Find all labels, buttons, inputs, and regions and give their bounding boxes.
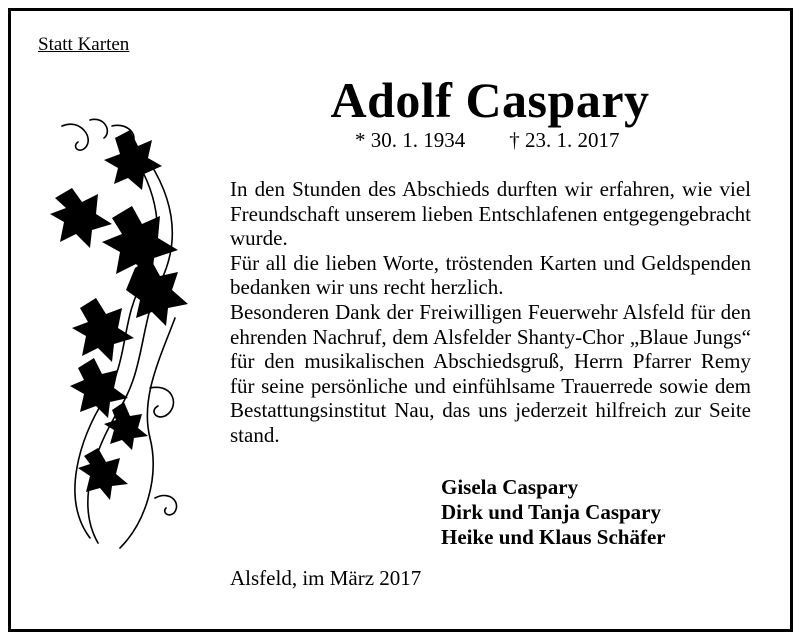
- signature-line: Heike und Klaus Schäfer: [441, 525, 666, 549]
- paragraph: In den Stunden des Abschieds durften wir erfahren, wie viel Freundschaft unserem lieben Entschlafenen entgegengebracht wurde.: [230, 177, 751, 251]
- paragraph: Für all die lieben Worte, tröstenden Karten und Geldspenden bedanken wir uns recht herzlich.: [230, 250, 751, 300]
- death-date: † 23. 1. 2017: [509, 128, 620, 152]
- thank-you-text: [230, 177, 751, 448]
- signatures: [441, 475, 666, 550]
- deceased-name: Adolf Caspary: [330, 72, 650, 128]
- signature-line: Gisela Caspary: [441, 475, 579, 499]
- signature-line: Dirk und Tanja Caspary: [441, 500, 661, 524]
- paragraph: Besonderen Dank der Freiwilligen Feuerwehr Alsfeld für den ehrenden Nachruf, dem Alsfelder Shanty-Chor „Blaue Jungs“ für den musikalischen Abschiedsgruß, Herrn Pfarrer Remy für seine persönliche und einfühlsame Trauerrede sowie dem Bestattungsinstitut Nau, das uns jederzeit hilfreich zur Seite stand.: [230, 299, 751, 447]
- life-dates: [355, 128, 620, 153]
- place-date: Alsfeld, im März 2017: [230, 566, 422, 590]
- ivy-vine-icon: [50, 118, 195, 558]
- notice-heading: Statt Karten: [38, 34, 130, 55]
- birth-date: * 30. 1. 1934: [355, 128, 466, 152]
